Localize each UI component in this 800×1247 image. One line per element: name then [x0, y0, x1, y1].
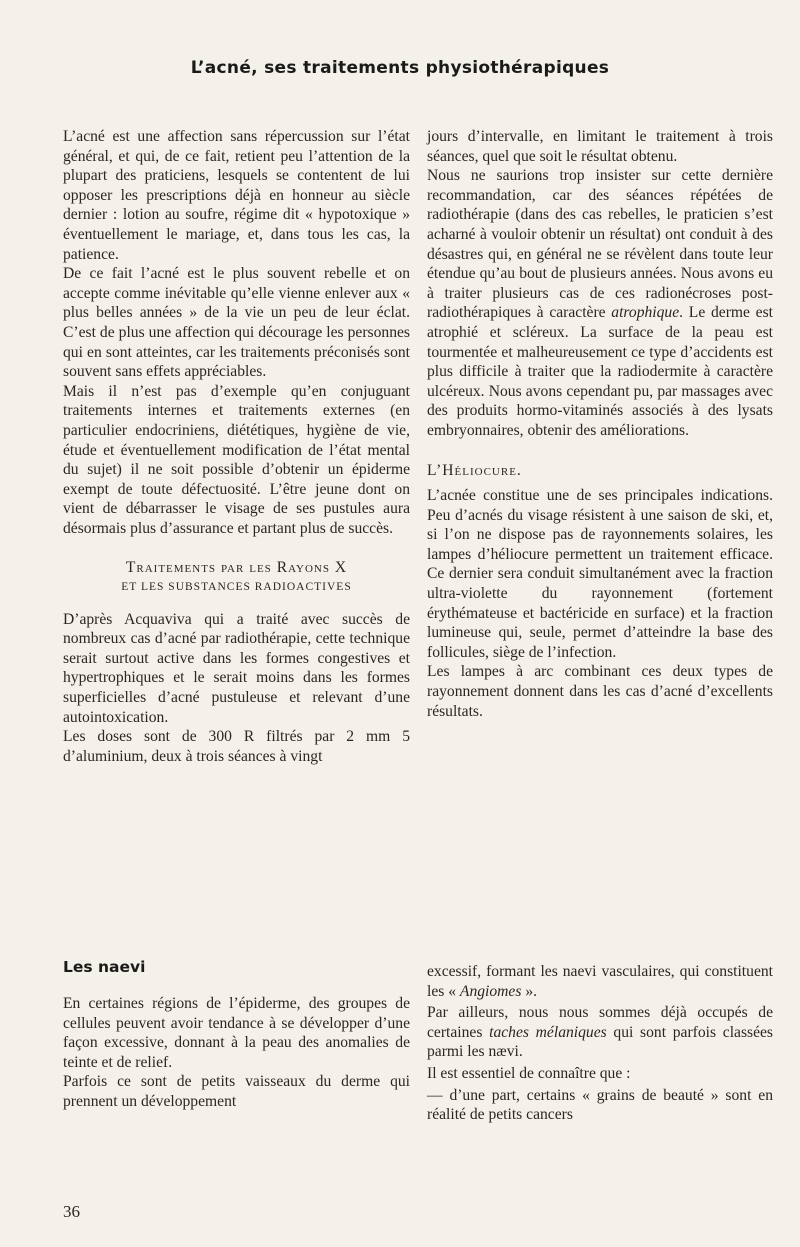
- paragraph: — d’une part, certains « grains de beauté » sont en réalité de petits cancers: [427, 1086, 773, 1124]
- text-run: . Le derme est atrophié et scléreux. La surface de la peau est tourmentée et malheureusement ce type d’accidents est plus difficile à traiter que la radiodermite à caractère ulcéreux. Nous avons cependant pu, par massages avec des produits hormo-vitaminés associés à des lysats embryonnaires, obtenir des améliorations.: [427, 304, 773, 439]
- paragraph: L’acné est une affection sans répercussion sur l’état général, et qui, de ce fait, retient peu l’attention de la plupart des praticiens, lesquels se contentent de lui opposer les prescriptions déjà en honneur au siècle dernier : lotion au soufre, régime dit « hypotoxique » éventuellement le mariage, et, dans tous les cas, la patience.: [63, 128, 410, 263]
- italic-term: atrophique: [611, 304, 680, 322]
- section-subheading: ET LES SUBSTANCES RADIOACTIVES: [121, 581, 352, 594]
- column-left-bottom: [63, 994, 410, 1112]
- paragraph: Les lampes à arc combinant ces deux types de rayonnement donnent dans les cas d’acné d’excellents résultats.: [427, 663, 773, 720]
- column-left-top: [63, 127, 410, 766]
- paragraph: jours d’intervalle, en limitant le traitement à trois séances, quel que soit le résultat obtenu.: [427, 128, 773, 165]
- paragraph: Les doses sont de 300 R filtrés par 2 mm 5 d’aluminium, deux à trois séances à vingt: [63, 728, 410, 765]
- paragraph: Il est essentiel de connaître que :: [427, 1064, 631, 1082]
- italic-term: taches mélaniques: [489, 1023, 607, 1041]
- paragraph: L’acnée constitue une de ses principales indications. Peu d’acnés du visage résistent à une saison de ski, et, si l’on ne dispose pas de rayonnements solaires, les lampes d’héliocure permettent un traitement efficace. Ce dernier sera conduit simultanément avec la fraction ultra-violette du rayonnement (fortement érythémateuse et bactéricide en surface) et la fraction lumineuse qui, seule, permet d’atteindre la base des follicules, siège de l’infection.: [427, 487, 773, 661]
- paragraph: D’après Acquaviva qui a traité avec succès de nombreux cas d’acné par radiothérapie, cette technique serait surtout active dans les formes congestives et hypertrophiques et le serait moins dans les formes superficielles d’acné pustuleuse et relevant d’une autointoxication.: [63, 610, 410, 726]
- paragraph: De ce fait l’acné est le plus souvent rebelle et on accepte comme inévitable qu’elle vienne enlever aux « plus belles années » de la vie un peu de leur éclat. C’est de plus une affection qui décourage les personnes qui en sont atteintes, car les traitements préconisés sont souvent sans effets appréciables.: [63, 265, 410, 381]
- section-title-naevi: Les naevi: [63, 958, 146, 976]
- text-run: Nous ne saurions trop insister sur cette dernière recommandation, car des séances répétées de radiothérapie (dans des cas rebelles, le praticien s’est acharné à vouloir obtenir un résultat) ont conduit à des désastres qui, en général ne se révèlent dans toute leur étendue qu’au bout de plusieurs années. Nous avons eu à traiter plusieurs cas de ces radionécroses post-radiothérapiques à caractère: [427, 167, 773, 322]
- page-number: 36: [63, 1202, 80, 1221]
- column-right-bottom: [427, 962, 773, 1125]
- section-heading-heliocure: L’Héliocure.: [427, 461, 522, 479]
- paragraph: [427, 962, 773, 1001]
- text-run: excessif, formant les naevi vasculaires, qui constituent les «: [427, 963, 773, 1000]
- paragraph: [427, 166, 773, 440]
- article-title: L’acné, ses traitements physiothérapiques: [190, 58, 610, 78]
- text-run: ».: [521, 982, 538, 1000]
- column-right-top: [427, 127, 773, 721]
- text-run: qui sont parfois classées parmi les nævi.: [427, 1023, 773, 1061]
- paragraph: En certaines régions de l’épiderme, des groupes de cellules peuvent avoir tendance à se développer d’une façon excessive, donnant à la peau des anomalies de teinte et de relief.: [63, 995, 410, 1071]
- paragraph: [427, 1003, 773, 1062]
- paragraph: Parfois ce sont de petits vaisseaux du derme qui prennent un développement: [63, 1073, 410, 1110]
- section-heading-rayons-x: Traitements par les Rayons X: [125, 559, 348, 577]
- text-run: Par ailleurs, nous nous sommes déjà occupés de certaines: [427, 1004, 773, 1041]
- italic-term: Angiomes: [459, 982, 522, 1000]
- paragraph: Mais il n’est pas d’exemple qu’en conjuguant traitements internes et traitements externes (en particulier endocriniens, diététiques, hygiène de vie, étude et éventuellement modification de l’état mental du sujet) il ne soit possible d’obtenir un épiderme exempt de toute défectuosité. L’être jeune dont on vient de débarrasser le visage de ses pustules aura désormais plus d’assurance et partant plus de succès.: [63, 382, 410, 537]
